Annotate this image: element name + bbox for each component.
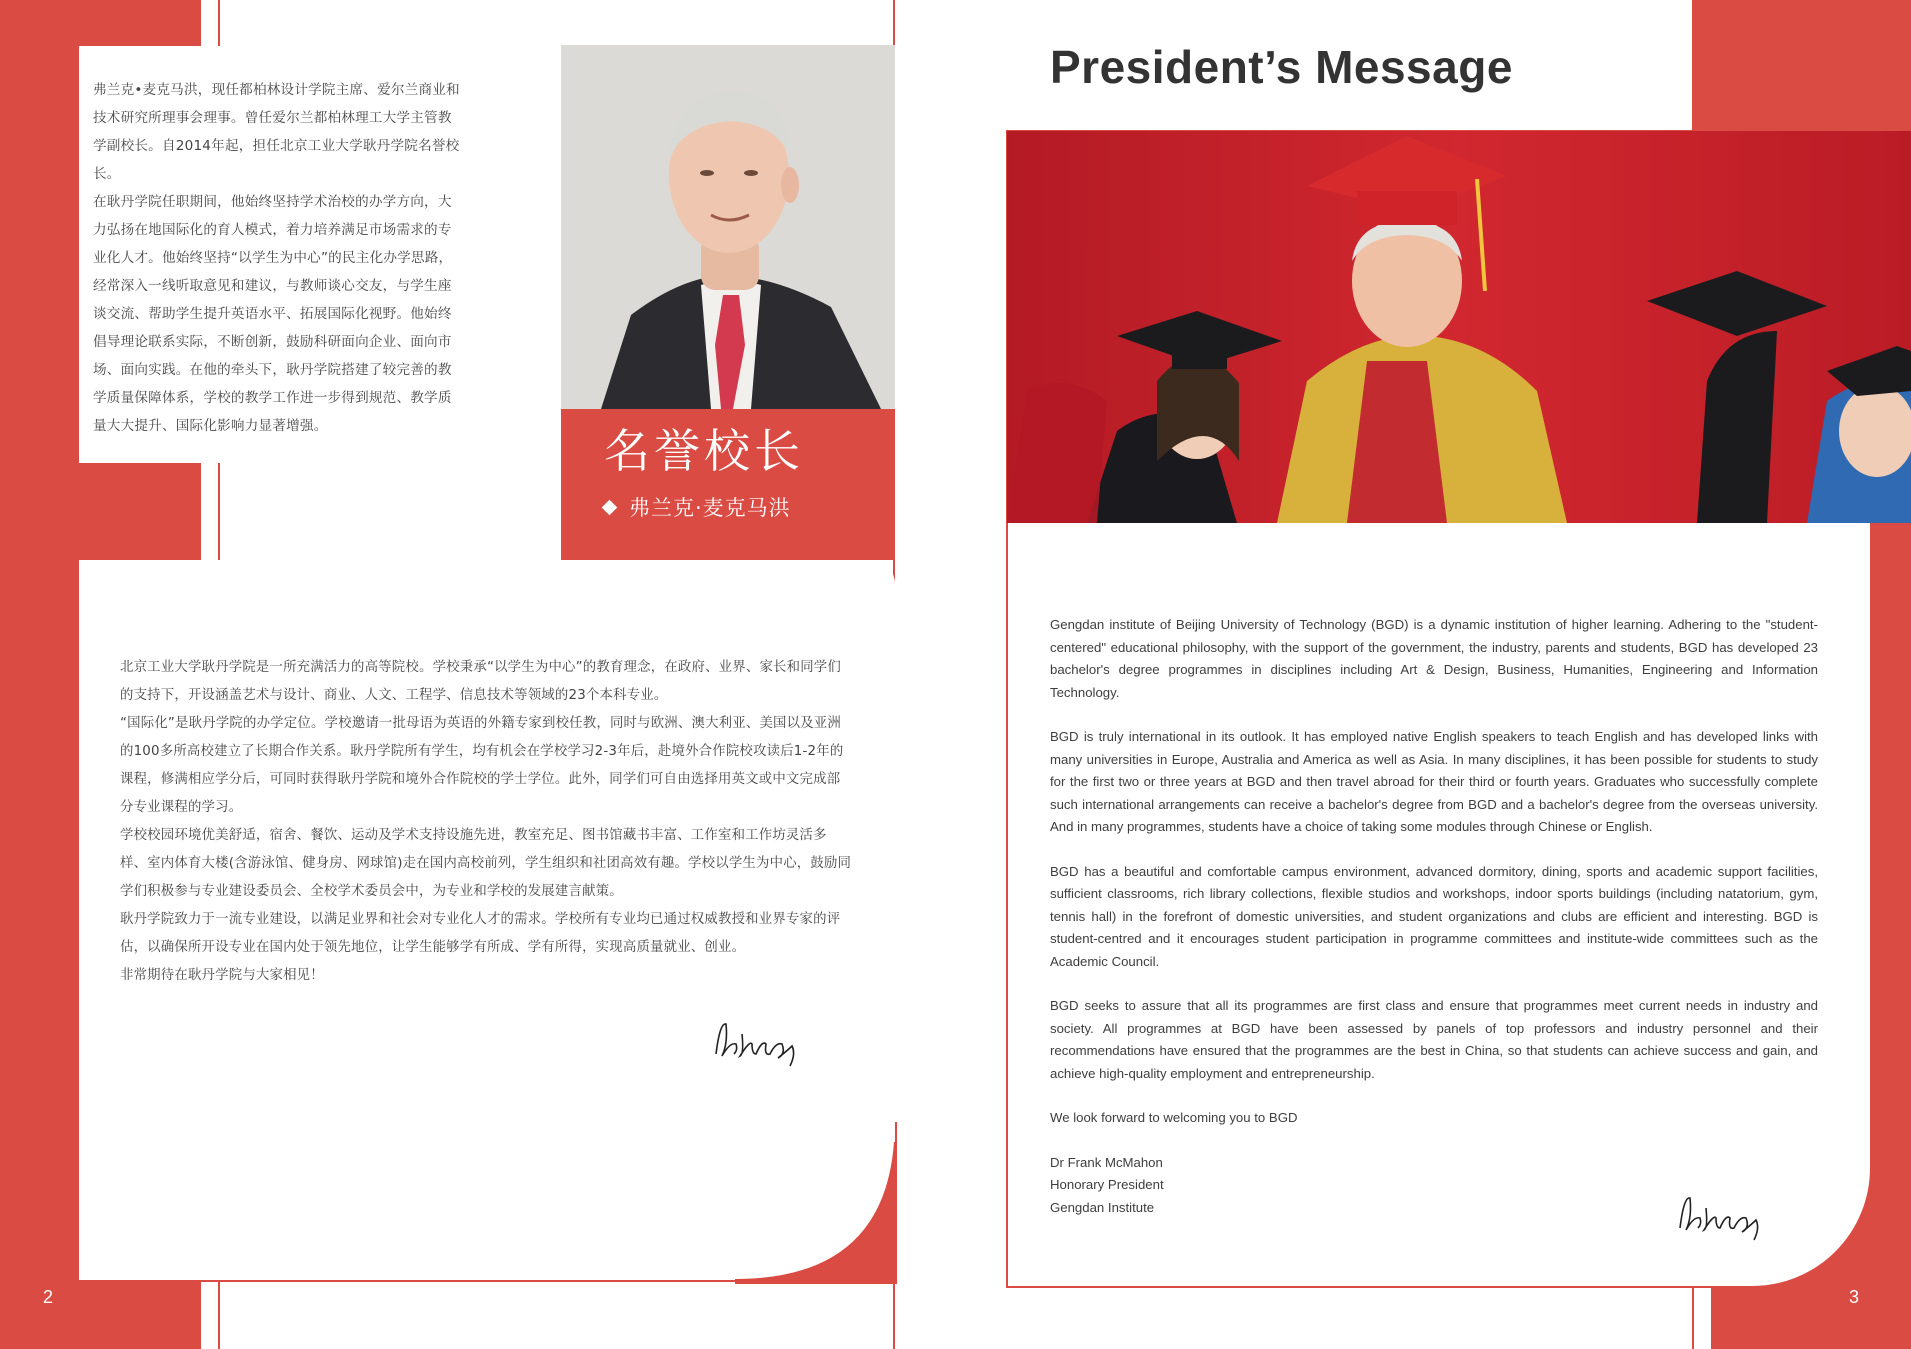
bio-paragraph-1: 弗兰克•麦克马洪，现任都柏林设计学院主席、爱尔兰商业和技术研究所理事会理事。曾任爱尔兰都柏林理工大学主管教学副校长。自2014年起，担任北京工业大学耿丹学院名誉校长。 (93, 82, 460, 182)
intro-text (120, 654, 852, 990)
signoff-institute: Gengdan Institute (1050, 1199, 1155, 1215)
portrait-illustration (561, 45, 895, 409)
message-paragraph-1: Gengdan institute of Beijing University of Technology (BGD) is a dynamic institution of higher learning. Adhering to the "student-centered" educational philosophy, with the support of the government, the industry, parents and students, BGD has developed 23 bachelor's degree programmes in disciplines including Art & Design, Business, Humanities, Engineering and Information Technology. (1050, 617, 1818, 700)
president-portrait (561, 45, 895, 409)
honorary-title: 名誉校长 (604, 424, 804, 478)
intro-card-bottom-edge (79, 1280, 895, 1282)
right-rule-2 (1692, 1280, 1694, 1349)
page-number-right: 3 (1849, 1287, 1860, 1307)
page-number-left: 2 (43, 1287, 54, 1307)
right-mid-red-band (1692, 0, 1712, 130)
intro-paragraph-2: “国际化”是耿丹学院的办学定位。学校邀请一批母语为英语的外籍专家到校任教，同时与欧洲、澳大利亚、美国以及亚洲的100多所高校建立了长期合作关系。耿丹学院所有学生，均有机会在学校学习2-3年后，赴境外合作院校攻读后1-2年的课程，修满相应学分后，可同时获得耿丹学院和境外合作院校的学士学位。此外，同学们可自由选择用英文或中文完成部分专业课程的学习。 (120, 716, 844, 815)
signature-icon (706, 1014, 816, 1070)
message-text (1050, 614, 1818, 1219)
diamond-bullet-icon (602, 499, 618, 515)
graduation-photo (1007, 131, 1911, 523)
page-title: President’s Message (1050, 41, 1513, 93)
intro-paragraph-5: 非常期待在耿丹学院与大家相见！ (120, 968, 324, 983)
intro-paragraph-1: 北京工业大学耿丹学院是一所充满活力的高等院校。学校秉承“以学生为中心”的教育理念，在政府、业界、家长和同学们的支持下，开设涵盖艺术与设计、商业、人文、工程学、信息技术等领域的23个本科专业。 (120, 660, 841, 703)
honorary-name-line (604, 492, 791, 522)
message-paragraph-3: BGD has a beautiful and comfortable campus environment, advanced dormitory, dining, sports and academic support facilities, sufficient classrooms, rich library collections, flexible studios and workshops, indoor sports buildings (including natatorium, gym, tennis hall) in the forefront of domestic universities, and student organizations and clubs are efficient and interesting. BGD is student-centred and it encourages student participation in programme committees and institute-wide committees such as the Academic Council. (1050, 863, 1818, 969)
message-paragraph-2: BGD is truly international in its outlook. It has employed native English speakers to teach English and has developed links with many universities in Europe, Australia and America as well as Asia. In many disciplines, it has been possible for students to study for the first two or three years at BGD and then travel abroad for their third or fourth years. Graduates who successfully complete such international arrangements can receive a bachelor's degree from BGD and a bachelor's degree from the overseas university. And in many programmes, students have a choice of taking some modules through Chinese or English. (1050, 729, 1818, 834)
graduation-illustration (1007, 131, 1911, 523)
intro-paragraph-3: 学校校园环境优美舒适，宿舍、餐饮、运动及学术支持设施先进，教室充足、图书馆藏书丰富、工作室和工作坊灵活多样、室内体育大楼(含游泳馆、健身房、网球馆)走在国内高校前列，学生组织和社团高效有趣。学校以学生为中心，鼓励同学们积极参与专业建设委员会、全校学术委员会中，为专业和学校的发展建言献策。 (120, 828, 852, 899)
message-paragraph-5: We look forward to welcoming you to BGD (1050, 1110, 1298, 1125)
intro-card-corner (735, 1122, 897, 1284)
right-rule-1 (1692, 0, 1694, 130)
honorary-name: 弗兰克·麦克马洪 (629, 496, 791, 520)
signature-icon-right (1670, 1188, 1780, 1244)
bio-card (79, 46, 481, 463)
message-paragraph-4: BGD seeks to assure that all its programmes are first class and ensure that programmes meet current needs in industry and society. All programmes at BGD have been assessed by panels of top professors and industry personnel and their recommendations have ensured that the programmes are the best in China, so that students can achieve success and gain, and achieve high-quality employment and entrepreneurship. (1050, 998, 1818, 1081)
bio-paragraph-2: 在耿丹学院任职期间，他始终坚持学术治校的办学方向，大力弘扬在地国际化的育人模式，着力培养满足市场需求的专业化人才。他始终坚持“以学生为中心”的民主化办学思路，经常深入一线听取意见和建议，与教师谈心交友，与学生座谈交流、帮助学生提升英语水平、拓展国际化视野。他始终倡导理论联系实际，不断创新，鼓励科研面向企业、面向市场、面向实践。在他的牵头下，耿丹学院搭建了较完善的教学质量保障体系，学校的教学工作进一步得到规范、教学质量大大提升、国际化影响力显著增强。 (93, 194, 453, 434)
intro-paragraph-4: 耿丹学院致力于一流专业建设，以满足业界和社会对专业化人才的需求。学校所有专业均已通过权威教授和业界专家的评估，以确保所开设专业在国内处于领先地位，让学生能够学有所成、学有所得，实现高质量就业、创业。 (120, 912, 841, 955)
signoff-name: Dr Frank McMahon (1050, 1154, 1163, 1170)
signoff-role: Honorary President (1050, 1177, 1164, 1192)
